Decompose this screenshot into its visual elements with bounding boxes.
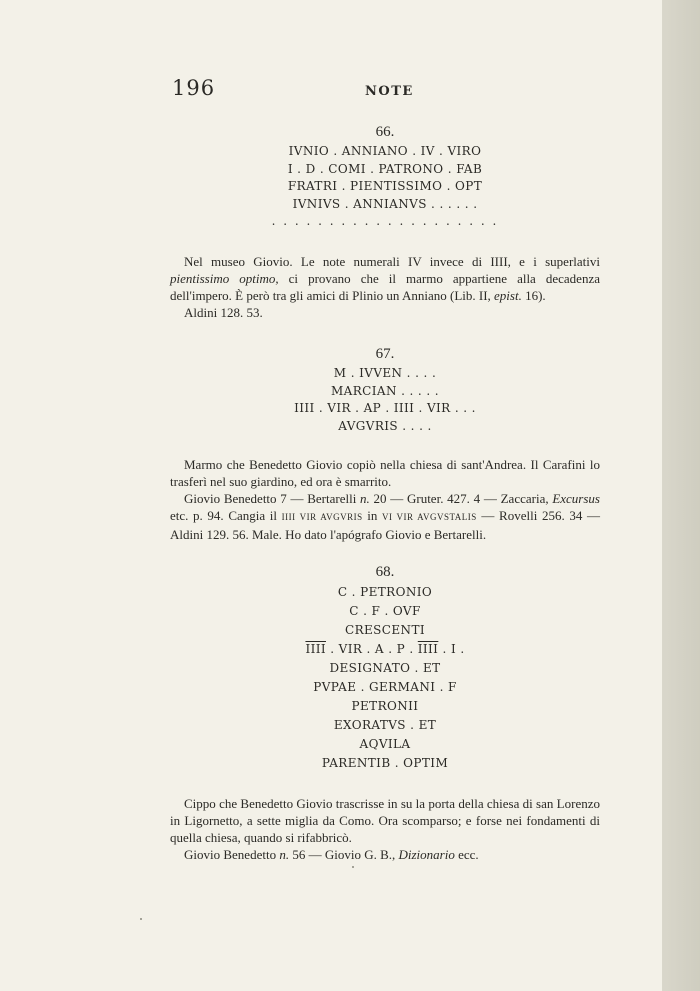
commentary [170, 253, 600, 321]
inscription [170, 583, 600, 773]
inscription [170, 143, 600, 231]
paragraph: Nel museo Giovio. Le note numerali IV invece di IIII, e i superlativi pientissimo optimo, ci provano che il marmo appartiene alla decadenza dell'impero. È però tra gli amici di Plinio un Anniano (Lib. II, epist. 16). [170, 253, 600, 303]
inscription-line: I . D . COMI . PATRONO . FAB [287, 161, 483, 176]
inscription-line: PVPAE . GERMANI . F [313, 680, 457, 694]
running-head: NOTE [365, 84, 414, 99]
inscription-line: DESIGNATO . ET [329, 661, 441, 675]
inscription-line: IIII . VIR . A . P . IIII . I . [305, 642, 465, 656]
page-header [0, 78, 662, 102]
inscription-line: C . PETRONIO [337, 585, 433, 599]
inscription-line: C . F . OVF [349, 604, 421, 618]
inscription-line: PETRONII [351, 699, 419, 713]
reference-line: Aldini 128. 53. [184, 304, 263, 320]
reference-paragraph: Giovio Benedetto 7 — Bertarelli n. 20 — Gruter. 427. 4 — Zaccaria, Excursus etc. p. 94. Cangia il IIII VIR AVGVRIS in VI VIR AVGVSTALIS — Rovelli 256. 34 — Aldini 129. 56. Male. Ho dato l'apógrafo Giovio e Bertarelli. [170, 491, 600, 542]
page-edge [662, 0, 700, 991]
print-speck [352, 866, 354, 868]
paragraph: Marmo che Benedetto Giovio copiò nella chiesa di sant'Andrea. Il Carafini lo trasferì nel suo giardino, ed ora è smarrito. [170, 457, 600, 489]
inscription-line: AVGVRIS . . . . [338, 418, 432, 433]
inscription-line: FRATRI . PIENTISSIMO . OPT [287, 179, 483, 193]
reference-paragraph: Giovio Benedetto n. 56 — Giovio G. B., Dizionario ecc. [184, 847, 479, 862]
commentary [170, 795, 600, 863]
inscription [170, 365, 600, 435]
inscription-line: IIII . VIR . AP . IIII . VIR . . . [294, 401, 476, 415]
note-number: 66. [375, 124, 395, 140]
inscription-line: PARENTIB . OPTIM [321, 756, 449, 770]
commentary [170, 456, 600, 543]
inscription-line: AQVILA [359, 737, 411, 751]
inscription-line: M . IVVEN . . . . [333, 366, 437, 380]
print-speck [140, 918, 142, 920]
note-66 [170, 124, 600, 321]
note-67 [170, 346, 600, 543]
inscription-line: IVNIVS . ANNIANVS . . . . . . [292, 196, 478, 211]
page-number: 196 [172, 76, 216, 100]
note-number: 67. [375, 346, 395, 362]
inscription-line: MARCIAN . . . . . [330, 383, 440, 398]
inscription-line: EXORATVS . ET [333, 718, 437, 732]
note-number: 68. [375, 564, 395, 580]
paragraph: Cippo che Benedetto Giovio trascrisse in su la porta della chiesa di san Lorenzo in Ligornetto, a sette miglia da Como. Ora scomparso; e forse nei fondamenti di quella chiesa, quando si rifabbricò. [170, 796, 600, 845]
inscription-line: . . . . . . . . . . . . . . . . . . . . [271, 214, 499, 228]
note-68 [170, 564, 600, 863]
inscription-line: IVNIO . ANNIANO . IV . VIRO [288, 144, 482, 158]
inscription-line: CRESCENTI [345, 623, 425, 637]
